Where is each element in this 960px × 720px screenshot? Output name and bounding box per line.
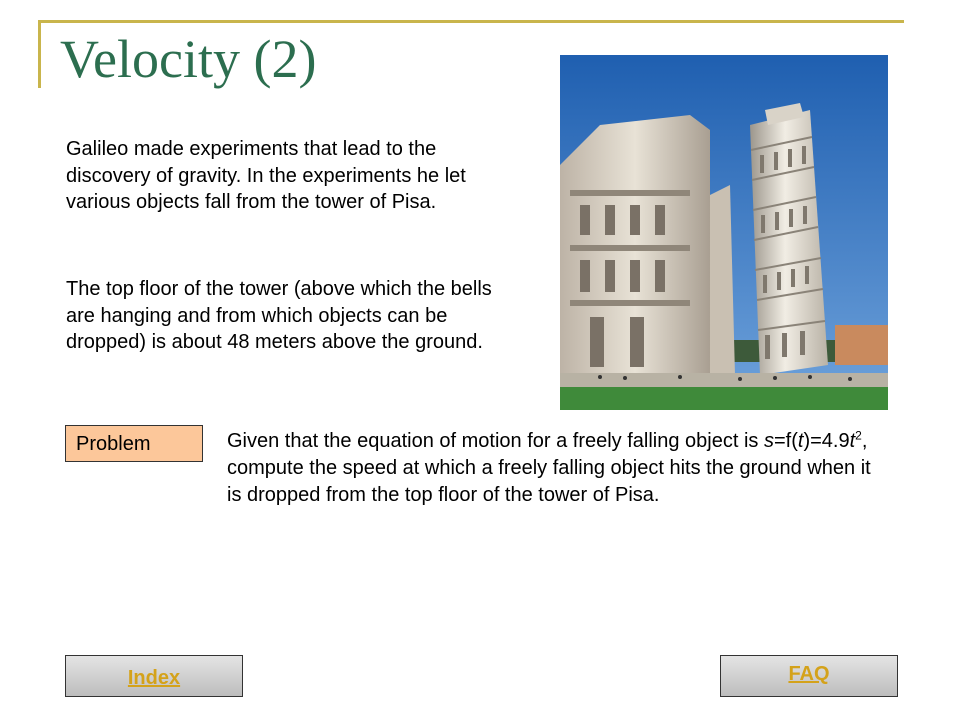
paragraph-top-floor: The top floor of the tower (above which the bells are hanging and from which objects can be dropped) is about 48 meters above the ground. bbox=[66, 278, 492, 354]
slide-frame-top bbox=[40, 20, 904, 23]
slide-title: Velocity (2) bbox=[60, 29, 317, 89]
paragraph-galileo: Galileo made experiments that lead to the discovery of gravity. In the experiments he let various objects fall from the tower of Pisa. bbox=[66, 138, 466, 214]
faq-button[interactable]: FAQ bbox=[720, 655, 898, 697]
index-button[interactable]: Index bbox=[65, 655, 243, 697]
problem-label-box: Problem bbox=[65, 425, 203, 462]
slide-frame-left bbox=[38, 20, 41, 88]
tower-of-pisa-photo bbox=[560, 55, 888, 410]
problem-statement: Given that the equation of motion for a freely falling object is $s=f(t)=4.9t^2$, compute the speed at which a freely falling object hits the ground when it is dropped from the top floor of the tower of Pisa. bbox=[227, 428, 871, 506]
